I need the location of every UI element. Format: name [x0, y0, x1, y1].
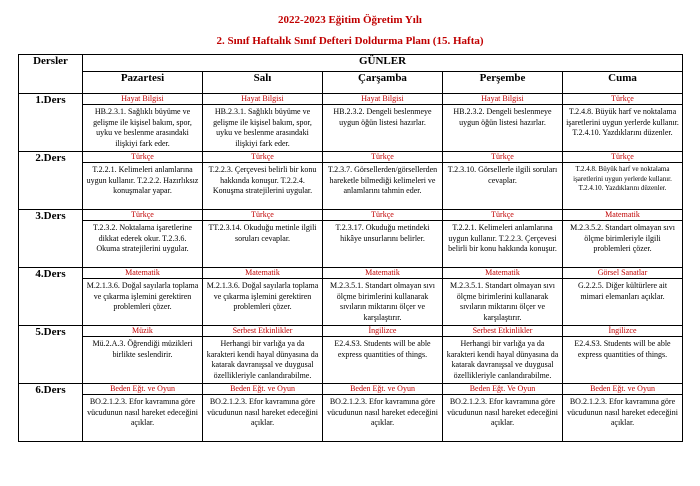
day-header-carsamba: Çarşamba: [323, 72, 443, 94]
subject-label: Beden Eğt. Ve Oyun: [443, 384, 562, 395]
lesson-cell: [203, 210, 323, 268]
dersler-header: Dersler: [19, 55, 83, 94]
outcome-text: T.2.2.1. Kelimeleri anlamlarına uygun kullanır. T.2.2.3. Çerçevesi belirli bir konu hakkında konuşur.: [448, 223, 557, 253]
outcome-text: T.2.3.10. Görsellerle ilgili soruları cevaplar.: [447, 165, 558, 185]
lesson-row: [19, 94, 683, 152]
lesson-cell: [323, 268, 443, 326]
outcome-text: M.2.3.5.1. Standart olmayan sıvı ölçme birimlerini kullanarak sıvıların miktarını ölçer ve karşılaştırır.: [330, 281, 435, 322]
outcome-text: M.2.1.3.6. Doğal sayılarla toplama ve çıkarma işlemini gerektiren problemleri çözer.: [86, 281, 199, 311]
lesson-cell: [323, 210, 443, 268]
lesson-cell: [203, 326, 323, 384]
outcome-text: BO.2.1.2.3. Efor kavramına göre vücudunun nasıl hareket edeceğini açıklar.: [327, 397, 438, 427]
lesson-cell: [83, 210, 203, 268]
subject-label: Matematik: [323, 268, 442, 279]
lesson-cell: [83, 152, 203, 210]
outcome-text: T.2.2.1. Kelimeleri anlamlarına uygun kullanır. T.2.2.2. Hazırlıksız konuşmalar yapar.: [86, 165, 199, 195]
subject-label: Hayat Bilgisi: [83, 94, 202, 105]
subject-label: Türkçe: [323, 152, 442, 163]
lesson-cell: [563, 326, 683, 384]
subject-label: Matematik: [563, 210, 682, 221]
lesson-cell: [563, 384, 683, 442]
subject-label: Türkçe: [203, 210, 322, 221]
outcome-text: TT.2.3.14. Okuduğu metinle ilgili soruları cevaplar.: [208, 223, 317, 243]
subject-label: Müzik: [83, 326, 202, 337]
document-title: 2022-2023 Eğitim Öğretim Yılı: [278, 14, 422, 26]
outcome-text: Herhangi bir varlığa ya da karakteri kendi hayal dünyasına da katarak davranışsal ve duygusal özellikleriyle canlandırabilme.: [206, 339, 319, 380]
outcome-text: BO.2.1.2.3. Efor kavramına göre vücudunun nasıl hareket edeceğini açıklar.: [207, 397, 318, 427]
subject-label: Hayat Bilgisi: [203, 94, 322, 105]
lesson-label: 5.Ders: [19, 326, 83, 384]
lesson-cell: [83, 94, 203, 152]
lesson-cell: [83, 268, 203, 326]
lesson-cell: [83, 384, 203, 442]
lesson-label: 6.Ders: [19, 384, 83, 442]
subject-label: İngilizce: [563, 326, 682, 337]
lesson-cell: [203, 94, 323, 152]
outcome-text: BO.2.1.2.3. Efor kavramına göre vücudunun nasıl hareket edeceğini açıklar.: [87, 397, 198, 427]
day-header-sali: Salı: [203, 72, 323, 94]
lesson-label: 2.Ders: [19, 152, 83, 210]
outcome-text: E2.4.S3. Students will be able express quantities of things.: [574, 339, 671, 359]
outcome-text: G.2.2.5. Diğer kültürlere ait mimari elemanları açıklar.: [577, 281, 668, 301]
lesson-cell: [323, 94, 443, 152]
outcome-text: M.2.3.5.1. Standart olmayan sıvı ölçme birimlerini kullanarak sıvıların miktarını ölçer ve karşılaştırır.: [450, 281, 555, 322]
outcome-text: T.2.3.2. Noktalama işaretlerine dikkat ederek okur. T.2.3.6. Okuma stratejilerini uygular.: [93, 223, 192, 253]
lesson-cell: [443, 268, 563, 326]
gunler-header: GÜNLER: [83, 55, 683, 72]
subject-label: Türkçe: [563, 94, 682, 105]
lesson-label: 3.Ders: [19, 210, 83, 268]
lesson-row: [19, 384, 683, 442]
lesson-cell: [323, 152, 443, 210]
lesson-cell: [203, 384, 323, 442]
lesson-label: 1.Ders: [19, 94, 83, 152]
outcome-text: Herhangi bir varlığa ya da karakteri kendi hayal dünyasına da katarak davranışsal ve duygusal özellikleriyle canlandırabilme.: [446, 339, 559, 380]
outcome-text: T.2.4.8. Büyük harf ve noktalama işaretlerini uygun yerlerde kullanır. T.2.4.10. Yazdıklarını düzenler.: [566, 107, 679, 137]
subject-label: Türkçe: [563, 152, 682, 163]
lesson-cell: [443, 94, 563, 152]
lesson-label: 4.Ders: [19, 268, 83, 326]
subject-label: Görsel Sanatlar: [563, 268, 682, 279]
subject-label: Türkçe: [443, 210, 562, 221]
outcome-text: T.2.3.7. Görsellerden/görsellerden hareketle bilmediği kelimeleri ve anlamlarını tahmin eder.: [327, 165, 438, 195]
lesson-cell: [323, 326, 443, 384]
subject-label: Beden Eğt. ve Oyun: [563, 384, 682, 395]
lesson-cell: [563, 268, 683, 326]
lesson-cell: [563, 210, 683, 268]
outcome-text: HB.2.3.2. Dengeli beslenmeye uygun öğün listesi hazırlar.: [453, 107, 552, 127]
subject-label: Türkçe: [323, 210, 442, 221]
weekly-plan-table: [18, 54, 683, 442]
subject-label: Beden Eğt. ve Oyun: [203, 384, 322, 395]
day-header-persembe: Perşembe: [443, 72, 563, 94]
subject-label: Türkçe: [83, 210, 202, 221]
outcome-text: HB.2.3.2. Dengeli beslenmeye uygun öğün listesi hazırlar.: [333, 107, 432, 127]
outcome-text: Mü.2.A.3. Öğrendiği müzikleri birlikte seslendirir.: [92, 339, 193, 359]
lesson-cell: [563, 152, 683, 210]
lesson-row: [19, 326, 683, 384]
outcome-text: T.2.2.3. Çerçevesi belirli bir konu hakkında konuşur. T.2.2.4. Konuşma stratejilerini uygular.: [208, 165, 317, 195]
outcome-text: M.2.3.5.2. Standart olmayan sıvı ölçme birimleriyle ilgili problemleri çözer.: [570, 223, 675, 253]
subject-label: Hayat Bilgisi: [443, 94, 562, 105]
subject-label: Matematik: [203, 268, 322, 279]
day-header-cuma: Cuma: [563, 72, 683, 94]
outcome-text: T.2.3.17. Okuduğu metindeki hikâye unsurlarını belirler.: [335, 223, 430, 243]
lesson-cell: [83, 326, 203, 384]
lesson-cell: [563, 94, 683, 152]
subject-label: Matematik: [443, 268, 562, 279]
lesson-row: [19, 152, 683, 210]
outcome-text: E2.4.S3. Students will be able express quantities of things.: [334, 339, 431, 359]
lesson-cell: [443, 326, 563, 384]
lesson-row: [19, 268, 683, 326]
subject-label: İngilizce: [323, 326, 442, 337]
lesson-cell: [443, 384, 563, 442]
outcome-text: BO.2.1.2.3. Efor kavramına göre vücudunun nasıl hareket edeceğini açıklar.: [567, 397, 678, 427]
lesson-cell: [443, 152, 563, 210]
subject-label: Serbest Etkinlikler: [203, 326, 322, 337]
lesson-row: [19, 210, 683, 268]
subject-label: Beden Eğt. ve Oyun: [83, 384, 202, 395]
lesson-cell: [203, 152, 323, 210]
outcome-text: HB.2.3.1. Sağlıklı büyüme ve gelişme ile kişisel bakım, spor, uyku ve beslenme arasındaki ilişkiyi fark eder.: [93, 107, 192, 148]
document-subtitle: 2. Sınıf Haftalık Sınıf Defteri Doldurma Planı (15. Hafta): [216, 35, 484, 47]
subject-label: Matematik: [83, 268, 202, 279]
day-header-pazartesi: Pazartesi: [83, 72, 203, 94]
lesson-cell: [323, 384, 443, 442]
lesson-cell: [443, 210, 563, 268]
subject-label: Türkçe: [443, 152, 562, 163]
lesson-cell: [203, 268, 323, 326]
subject-label: Serbest Etkinlikler: [443, 326, 562, 337]
outcome-text: HB.2.3.1. Sağlıklı büyüme ve gelişme ile kişisel bakım, spor, uyku ve beslenme arasındaki ilişkiyi fark eder.: [213, 107, 312, 148]
outcome-text: T.2.4.8. Büyük harf ve noktalama işaretlerini uygun yerlerde kullanır. T.2.4.10. Yazdıklarını düzenler.: [573, 165, 672, 192]
subject-label: Türkçe: [83, 152, 202, 163]
subject-label: Beden Eğt. ve Oyun: [323, 384, 442, 395]
outcome-text: BO.2.1.2.3. Efor kavramına göre vücudunun nasıl hareket edeceğini açıklar.: [447, 397, 558, 427]
subject-label: Hayat Bilgisi: [323, 94, 442, 105]
subject-label: Türkçe: [203, 152, 322, 163]
outcome-text: M.2.1.3.6. Doğal sayılarla toplama ve çıkarma işlemini gerektiren problemleri çözer.: [206, 281, 319, 311]
